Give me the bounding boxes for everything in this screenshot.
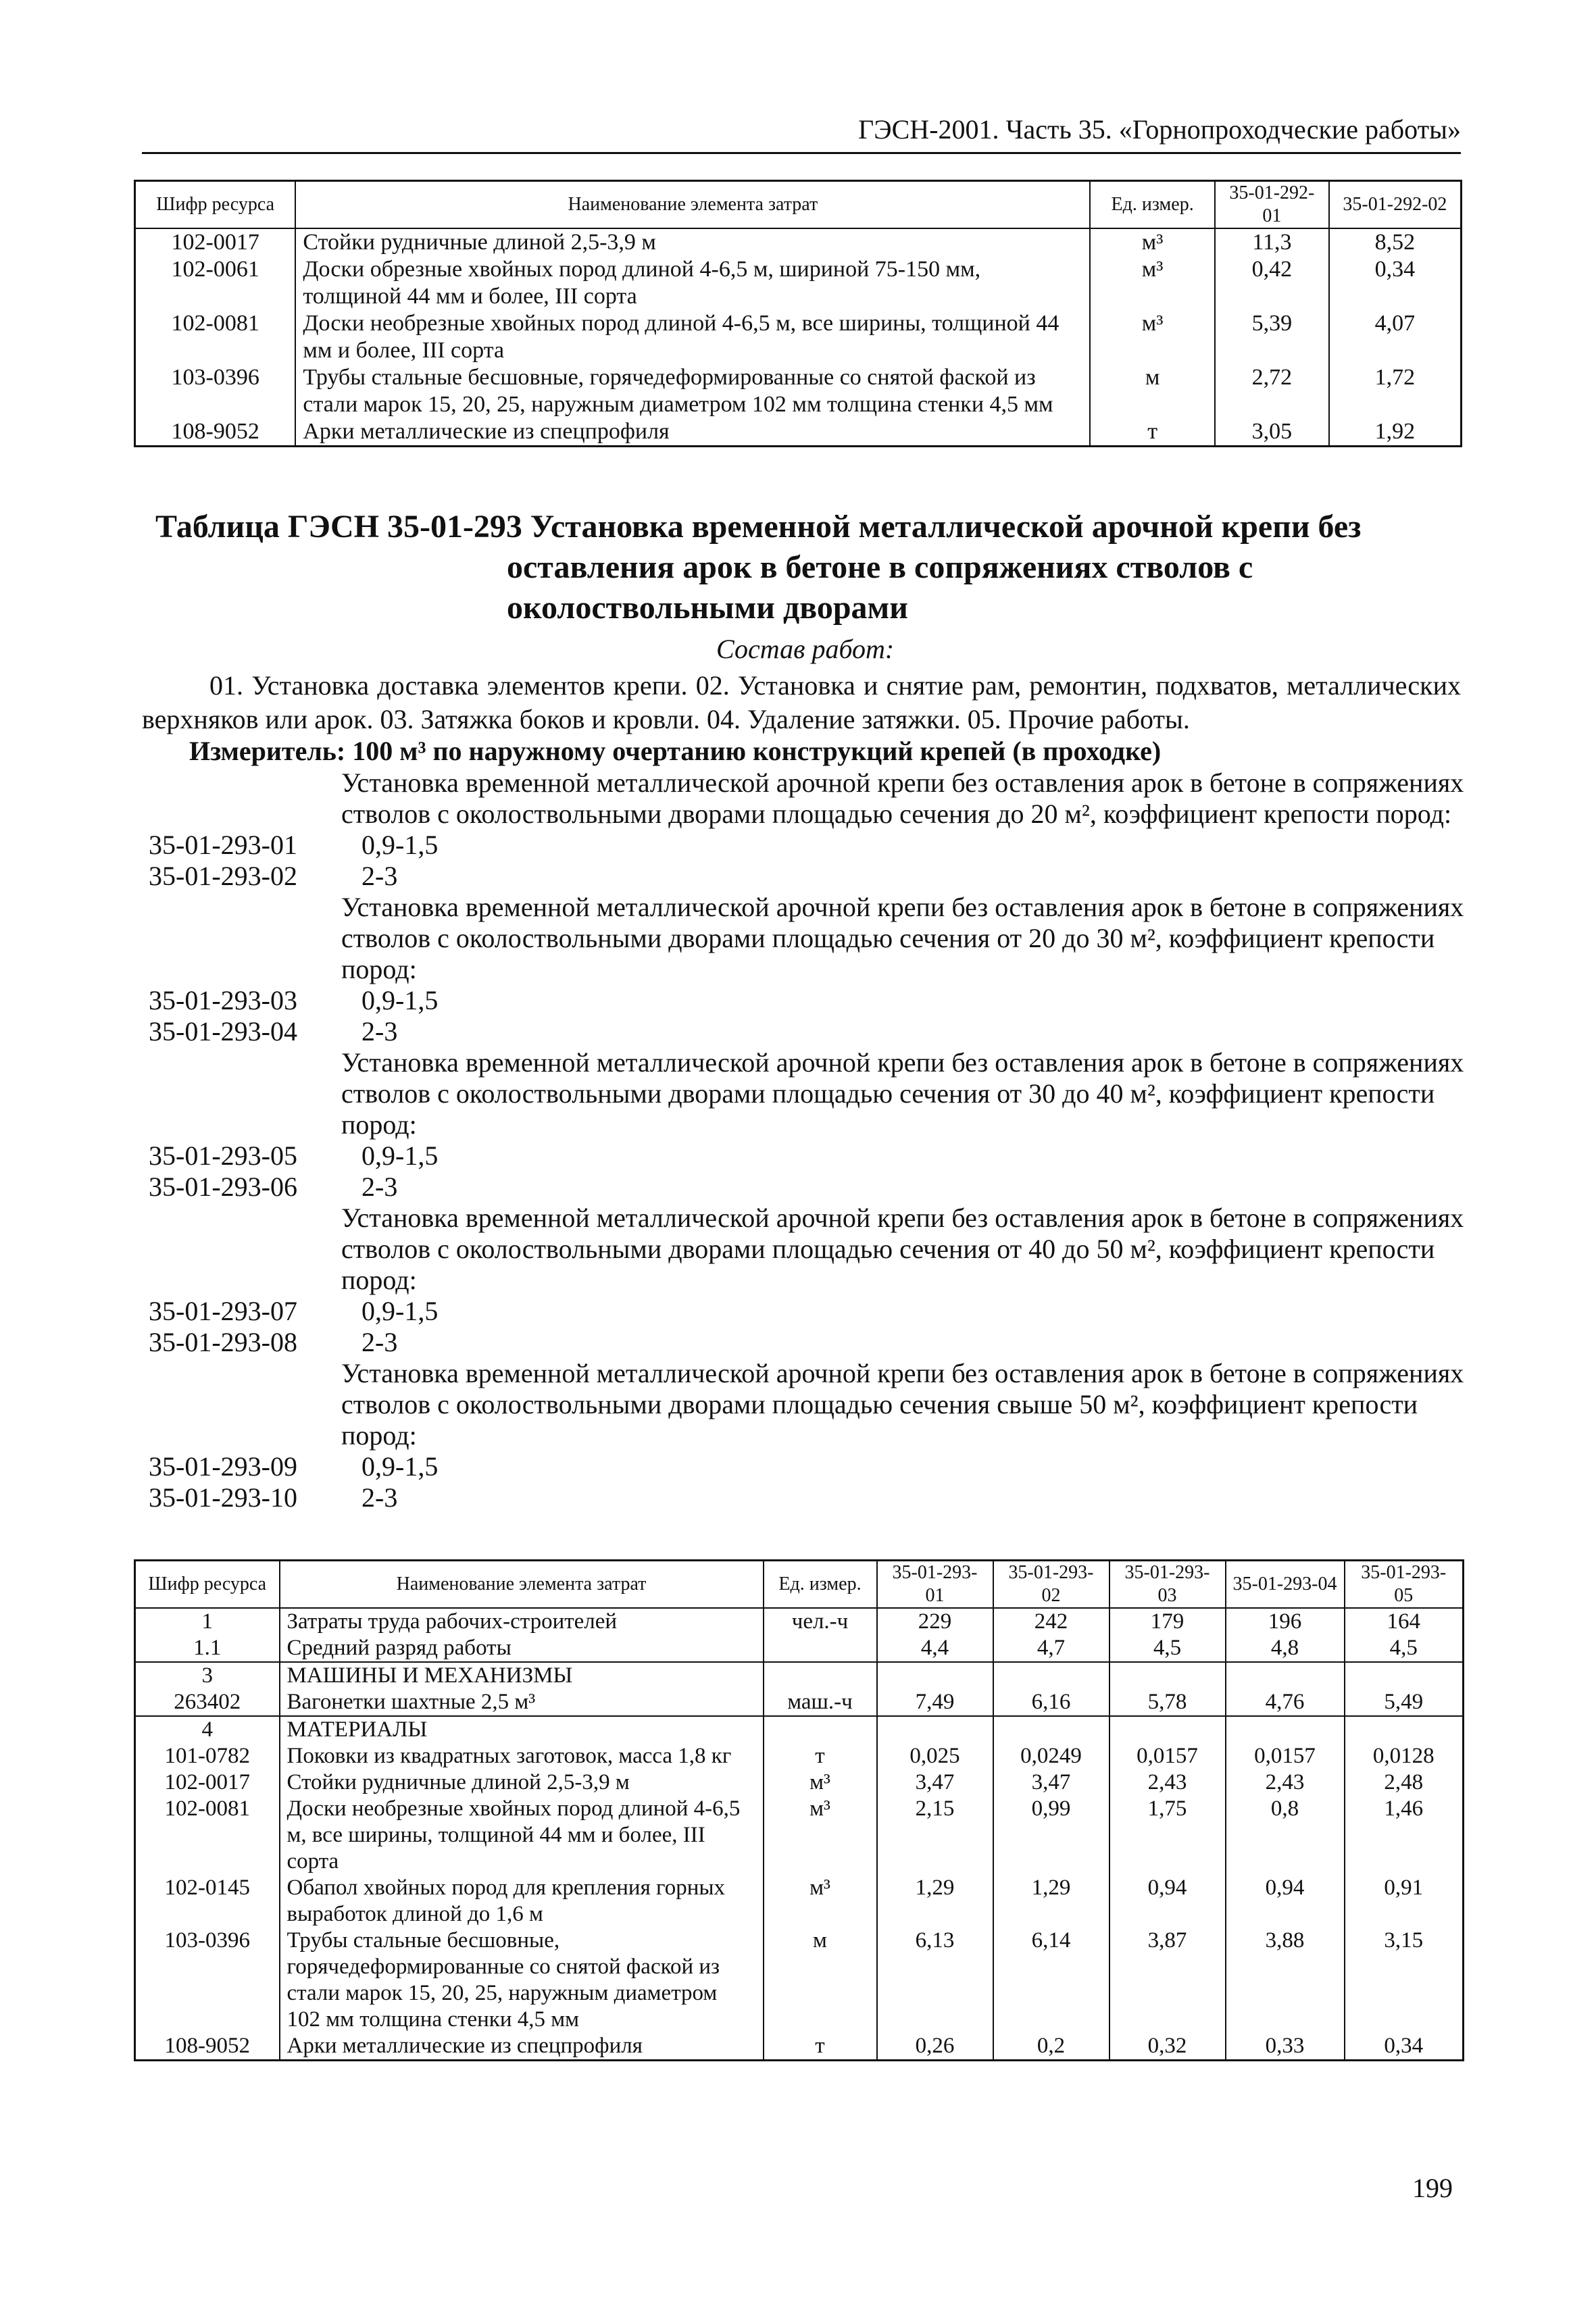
resource-name: Затраты труда рабочих-строителей [280, 1608, 764, 1635]
table-header-row [135, 181, 1462, 229]
value-293-05 [1345, 1716, 1464, 1743]
value-293-05: 1,46 [1345, 1796, 1464, 1875]
resource-code: 102-0061 [135, 256, 296, 310]
value-293-02: 6,14 [993, 1928, 1109, 2033]
value-293-04 [1226, 1662, 1345, 1689]
table-row [135, 364, 1462, 418]
rock-hardness: 2-3 [361, 1482, 398, 1513]
resource-name: Арки металлические из спецпрофиля [280, 2033, 764, 2061]
rock-hardness: 2-3 [361, 1172, 398, 1202]
value-293-01 [877, 1716, 993, 1743]
value-293-05 [1345, 1662, 1464, 1689]
col-header-unit: Ед. измер. [1090, 181, 1215, 229]
unit: м³ [764, 1796, 877, 1875]
resource-code: 102-0017 [135, 1769, 280, 1796]
col-header-name: Наименование элемента затрат [280, 1561, 764, 1609]
resource-code: 263402 [135, 1689, 280, 1716]
norm-item [149, 985, 1466, 1016]
resource-name: МАТЕРИАЛЫ [280, 1716, 764, 1743]
value-293-01: 4,4 [877, 1635, 993, 1662]
value-293-01: 6,13 [877, 1928, 993, 2033]
value-292-02: 8,52 [1329, 228, 1462, 256]
unit: м³ [764, 1769, 877, 1796]
resource-name: Доски обрезные хвойных пород длиной 4-6,5 м, шириной 75-150 мм, толщиной 44 мм и более, III сорта [295, 256, 1090, 310]
value-293-03: 2,43 [1109, 1769, 1226, 1796]
value-293-01 [877, 1662, 993, 1689]
value-293-01: 7,49 [877, 1689, 993, 1716]
col-header-293-04: 35-01-293-04 [1226, 1561, 1345, 1609]
norm-code: 35-01-293-09 [149, 1451, 297, 1482]
value-292-02: 4,07 [1329, 310, 1462, 364]
col-header-292-01: 35-01-292-01 [1215, 181, 1329, 229]
resource-table-292 [134, 180, 1462, 447]
value-293-05: 4,5 [1345, 1635, 1464, 1662]
table-row [135, 1796, 1464, 1875]
table-title [155, 507, 1439, 628]
value-292-02: 1,92 [1329, 418, 1462, 447]
running-header: ГЭСН-2001. Часть 35. «Горнопроходческие работы» [858, 114, 1461, 145]
table-row [135, 2033, 1464, 2061]
title-line-2: оставления арок в бетоне в сопряжениях стволов с [507, 549, 1253, 585]
col-header-293-01: 35-01-293-01 [877, 1561, 993, 1609]
norm-item [149, 1296, 1466, 1327]
value-292-01: 11,3 [1215, 228, 1329, 256]
value-293-02: 6,16 [993, 1689, 1109, 1716]
resource-code: 1 [135, 1608, 280, 1635]
group-description: Установка временной металлической арочной крепи без оставления арок в бетоне в сопряжениях стволов с околоствольными дворами площадью сечения от 40 до 50 м², коэффициент крепости пород: [341, 1203, 1464, 1295]
value-293-03 [1109, 1662, 1226, 1689]
norm-code: 35-01-293-03 [149, 985, 297, 1015]
group-description: Установка временной металлической арочной крепи без оставления арок в бетоне в сопряжениях стволов с околоствольными дворами площадью сечения от 20 до 30 м², коэффициент крепости пород: [341, 892, 1464, 984]
norm-code: 35-01-293-05 [149, 1140, 297, 1171]
table-row [135, 418, 1462, 447]
value-293-02: 242 [993, 1608, 1109, 1635]
norm-code: 35-01-293-10 [149, 1482, 297, 1513]
value-293-03: 179 [1109, 1608, 1226, 1635]
resource-code: 102-0081 [135, 1796, 280, 1875]
value-293-04: 4,8 [1226, 1635, 1345, 1662]
resource-code: 103-0396 [135, 364, 296, 418]
rock-hardness: 2-3 [361, 861, 398, 891]
table-row [135, 1608, 1464, 1635]
resource-name: Арки металлические из спецпрофиля [295, 418, 1090, 447]
value-293-05: 2,48 [1345, 1769, 1464, 1796]
value-293-05: 0,34 [1345, 2033, 1464, 2061]
unit [764, 1635, 877, 1662]
resource-code: 102-0145 [135, 1875, 280, 1928]
table-row [135, 1716, 1464, 1743]
resource-name: МАШИНЫ И МЕХАНИЗМЫ [280, 1662, 764, 1689]
value-292-01: 2,72 [1215, 364, 1329, 418]
value-293-05: 3,15 [1345, 1928, 1464, 2033]
norm-code: 35-01-293-04 [149, 1016, 297, 1047]
unit: т [764, 1743, 877, 1769]
resource-name: Обапол хвойных пород для крепления горных выработок длиной до 1,6 м [280, 1875, 764, 1928]
norm-item [149, 1451, 1466, 1482]
norm-item [149, 1327, 1466, 1358]
rock-hardness: 0,9-1,5 [361, 830, 439, 860]
rock-hardness: 2-3 [361, 1327, 398, 1357]
header-rule [142, 152, 1461, 154]
value-293-03: 0,94 [1109, 1875, 1226, 1928]
value-293-02: 0,0249 [993, 1743, 1109, 1769]
works-heading: Состав работ: [716, 634, 895, 664]
norm-code: 35-01-293-01 [149, 830, 297, 860]
norm-item [149, 1016, 1466, 1047]
unit: маш.-ч [764, 1689, 877, 1716]
value-293-04: 3,88 [1226, 1928, 1345, 2033]
resource-name: Стойки рудничные длиной 2,5-3,9 м [295, 228, 1090, 256]
value-292-01: 3,05 [1215, 418, 1329, 447]
value-293-04 [1226, 1716, 1345, 1743]
value-293-01: 0,26 [877, 2033, 993, 2061]
resource-code: 108-9052 [135, 2033, 280, 2061]
value-293-02: 4,7 [993, 1635, 1109, 1662]
value-293-05: 0,91 [1345, 1875, 1464, 1928]
col-header-293-05: 35-01-293-05 [1345, 1561, 1464, 1609]
col-header-292-02: 35-01-292-02 [1329, 181, 1462, 229]
norm-item [149, 861, 1466, 892]
value-293-05: 164 [1345, 1608, 1464, 1635]
value-293-04: 196 [1226, 1608, 1345, 1635]
value-293-05: 0,0128 [1345, 1743, 1464, 1769]
norm-code: 35-01-293-02 [149, 861, 297, 891]
page-number: 199 [1412, 2173, 1453, 2203]
value-293-02 [993, 1716, 1109, 1743]
norm-item [149, 830, 1466, 861]
value-293-04: 0,8 [1226, 1796, 1345, 1875]
norm-code: 35-01-293-07 [149, 1296, 297, 1326]
value-293-01: 229 [877, 1608, 993, 1635]
unit: м³ [764, 1875, 877, 1928]
norm-item [149, 1140, 1466, 1172]
col-header-293-03: 35-01-293-03 [1109, 1561, 1226, 1609]
value-292-01: 5,39 [1215, 310, 1329, 364]
resource-name: Средний разряд работы [280, 1635, 764, 1662]
measure-unit: Измеритель: 100 м³ по наружному очертанию конструкций крепей (в проходке) [189, 736, 1162, 766]
resource-name: Трубы стальные бесшовные, горячедеформированные со снятой фаской из стали марок 15, 20, 25, наружным диаметром 102 мм толщина стенки 4,5 мм [280, 1928, 764, 2033]
resource-code: 101-0782 [135, 1743, 280, 1769]
table-row [135, 256, 1462, 310]
norm-item [149, 1482, 1466, 1513]
value-293-02: 3,47 [993, 1769, 1109, 1796]
title-line-3: околоствольными дворами [507, 590, 908, 626]
table-row [135, 1769, 1464, 1796]
resource-code: 108-9052 [135, 418, 296, 447]
norm-code: 35-01-293-08 [149, 1327, 297, 1357]
group-description: Установка временной металлической арочной крепи без оставления арок в бетоне в сопряжениях стволов с околоствольными дворами площадью сечения до 20 м², коэффициент крепости пород: [341, 768, 1464, 829]
value-293-03: 0,32 [1109, 2033, 1226, 2061]
norm-item [149, 1172, 1466, 1203]
value-293-01: 3,47 [877, 1769, 993, 1796]
rock-hardness: 0,9-1,5 [361, 1140, 439, 1171]
table-row [135, 1635, 1464, 1662]
value-293-04: 0,33 [1226, 2033, 1345, 2061]
resource-code: 103-0396 [135, 1928, 280, 2033]
unit [764, 1662, 877, 1689]
value-293-02: 0,99 [993, 1796, 1109, 1875]
value-293-04: 0,94 [1226, 1875, 1345, 1928]
unit: м [1090, 364, 1215, 418]
col-header-code: Шифр ресурса [135, 181, 296, 229]
table-row [135, 1875, 1464, 1928]
value-292-01: 0,42 [1215, 256, 1329, 310]
value-293-01: 0,025 [877, 1743, 993, 1769]
value-293-03: 1,75 [1109, 1796, 1226, 1875]
table-row [135, 1689, 1464, 1716]
value-293-04: 0,0157 [1226, 1743, 1345, 1769]
resource-table-293 [134, 1559, 1464, 2061]
unit: м [764, 1928, 877, 2033]
value-292-02: 1,72 [1329, 364, 1462, 418]
value-293-03: 0,0157 [1109, 1743, 1226, 1769]
unit: т [764, 2033, 877, 2061]
rock-hardness: 0,9-1,5 [361, 1451, 439, 1482]
unit: м³ [1090, 228, 1215, 256]
resource-name: Поковки из квадратных заготовок, масса 1,8 кг [280, 1743, 764, 1769]
resource-code: 102-0081 [135, 310, 296, 364]
norm-specification-list [149, 768, 1466, 1513]
resource-name: Доски необрезные хвойных пород длиной 4-6,5 м, все ширины, толщиной 44 мм и более, III сорта [295, 310, 1090, 364]
table-row [135, 1743, 1464, 1769]
resource-name: Стойки рудничные длиной 2,5-3,9 м [280, 1769, 764, 1796]
value-293-04: 2,43 [1226, 1769, 1345, 1796]
value-293-01: 1,29 [877, 1875, 993, 1928]
resource-code: 3 [135, 1662, 280, 1689]
rock-hardness: 0,9-1,5 [361, 1296, 439, 1326]
unit: м³ [1090, 256, 1215, 310]
works-text: 01. Установка доставка элементов крепи. 02. Установка и снятие рам, ремонтин, подхватов, металлических верхняков или арок. 03. Затяжка боков и кровли. 04. Удаление затяжки. 05. Прочие работы. [142, 670, 1461, 734]
table-row [135, 1928, 1464, 2033]
unit [764, 1716, 877, 1743]
group-description: Установка временной металлической арочной крепи без оставления арок в бетоне в сопряжениях стволов с околоствольными дворами площадью сечения свыше 50 м², коэффициент крепости пород: [341, 1358, 1464, 1451]
unit: т [1090, 418, 1215, 447]
value-292-02: 0,34 [1329, 256, 1462, 310]
rock-hardness: 0,9-1,5 [361, 985, 439, 1015]
resource-code: 1.1 [135, 1635, 280, 1662]
value-293-03: 5,78 [1109, 1689, 1226, 1716]
value-293-03: 3,87 [1109, 1928, 1226, 2033]
value-293-02 [993, 1662, 1109, 1689]
table-row [135, 310, 1462, 364]
group-description: Установка временной металлической арочной крепи без оставления арок в бетоне в сопряжениях стволов с околоствольными дворами площадью сечения от 30 до 40 м², коэффициент крепости пород: [341, 1047, 1464, 1140]
unit: м³ [1090, 310, 1215, 364]
value-293-04: 4,76 [1226, 1689, 1345, 1716]
table-row [135, 228, 1462, 256]
col-header-unit: Ед. измер. [764, 1561, 877, 1609]
col-header-293-02: 35-01-293-02 [993, 1561, 1109, 1609]
resource-code: 102-0017 [135, 228, 296, 256]
col-header-name: Наименование элемента затрат [295, 181, 1090, 229]
unit: чел.-ч [764, 1608, 877, 1635]
value-293-01: 2,15 [877, 1796, 993, 1875]
table-header-row [135, 1561, 1464, 1609]
norm-code: 35-01-293-06 [149, 1172, 297, 1202]
resource-name: Вагонетки шахтные 2,5 м³ [280, 1689, 764, 1716]
rock-hardness: 2-3 [361, 1016, 398, 1047]
value-293-05: 5,49 [1345, 1689, 1464, 1716]
value-293-02: 0,2 [993, 2033, 1109, 2061]
value-293-03: 4,5 [1109, 1635, 1226, 1662]
value-293-02: 1,29 [993, 1875, 1109, 1928]
resource-name: Трубы стальные бесшовные, горячедеформированные со снятой фаской из стали марок 15, 20, 25, наружным диаметром 102 мм толщина стенки 4,5 мм [295, 364, 1090, 418]
value-293-03 [1109, 1716, 1226, 1743]
title-line-1: Таблица ГЭСН 35-01-293 Установка временной металлической арочной крепи без [155, 509, 1362, 545]
resource-code: 4 [135, 1716, 280, 1743]
col-header-code: Шифр ресурса [135, 1561, 280, 1609]
resource-name: Доски необрезные хвойных пород длиной 4-6,5 м, все ширины, толщиной 44 мм и более, III сорта [280, 1796, 764, 1875]
table-row [135, 1662, 1464, 1689]
